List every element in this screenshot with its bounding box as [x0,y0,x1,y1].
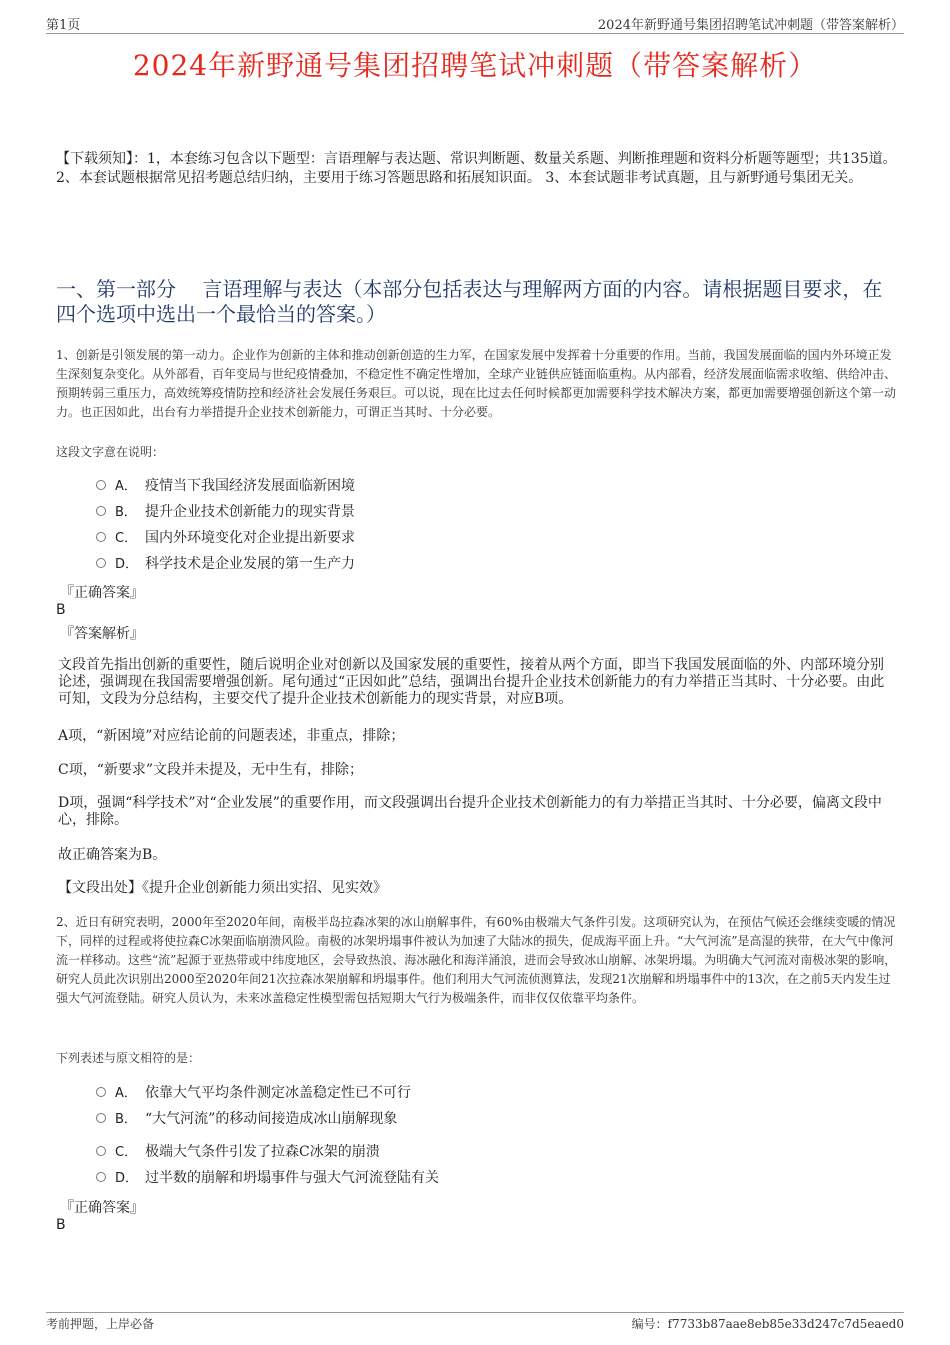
q1-source: 【文段出处】《提升企业创新能力须出实招、见实效》 [58,880,387,896]
document-title: 2024年新野通号集团招聘笔试冲刺题（带答案解析） [132,49,818,82]
footer-slogan: 考前押题，上岸必备 [46,1317,155,1331]
footer-serial: 编号：f7733b87aae8eb85e33d247c7d5eaed0 [631,1317,904,1331]
question-2-prompt: 下列表述与原文相符的是： [56,1051,201,1065]
q2-option-c[interactable] [96,1142,380,1162]
question-1-prompt: 这段文字意在说明： [56,445,165,459]
option-text: “大气河流”的移动间接造成冰山崩解现象 [145,1111,398,1127]
q1-option-b[interactable] [96,502,355,522]
page-header [46,14,904,32]
option-letter: C． [115,531,138,546]
section-heading: 一、第一部分 言语理解与表达（本部分包括表达与理解两方面的内容。请根据题目要求，在四个选项中选出一个最恰当的答案。） [56,277,883,326]
q1-analysis-conclusion: 故正确答案为B。 [58,847,167,863]
option-letter: A． [115,479,137,494]
option-letter: D． [115,557,139,572]
option-letter: B． [115,1112,137,1127]
radio-icon[interactable] [96,1113,106,1123]
radio-icon[interactable] [96,506,106,516]
q1-analysis-d: D项，强调“科学技术”对“企业发展”的重要作用，而文段强调出台提升企业技术创新能力的有力举措正当其时、十分必要，偏离文段中心，排除。 [58,795,882,828]
q2-answer: B [56,1217,66,1233]
radio-icon[interactable] [96,480,106,490]
q1-analysis-label: 『答案解析』 [60,626,144,642]
q1-option-c[interactable] [96,528,355,548]
q1-answer-label: 『正确答案』 [60,585,144,601]
question-1-text: 1、创新是引领发展的第一动力。企业作为创新的主体和推动创新创造的生力军，在国家发展中发挥着十分重要的作用。当前，我国发展面临的国内外环境正发生深刻复杂变化。从外部看，百年变局与世纪疫情叠加，不稳定性不确定性增加，全球产业链供应链面临重构。从内部看，经济发展面临需求收缩、供给冲击、预期转弱三重压力，高效统筹疫情防控和经济社会发展任务艰巨。可以说，现在比过去任何时候都更加需要科学技术解决方案，都更加需要增强创新这个第一动力。也正因如此，出台有力举措提升企业技术创新能力，可谓正当其时、十分必要。 [56,348,897,419]
download-notice: 【下载须知】：1，本套练习包含以下题型：言语理解与表达题、常识判断题、数量关系题、判断推理题和资料分析题等题型；共135道。 2、本套试题根据常见招考题总结归纳，主要用于练习答题思路和拓展知识面。 3、本套试题非考试真题，且与新野通号集团无关。 [56,151,897,186]
q1-option-d[interactable] [96,554,355,574]
option-text: 极端大气条件引发了拉森C冰架的崩溃 [145,1144,380,1160]
q2-option-a[interactable] [96,1083,411,1103]
q1-option-a[interactable] [96,476,355,496]
option-letter: A． [115,1086,137,1101]
option-text: 科学技术是企业发展的第一生产力 [145,556,355,572]
q2-answer-label: 『正确答案』 [60,1200,144,1216]
q1-answer: B [56,602,66,618]
header-divider [46,33,904,34]
q1-analysis-c: C项，“新要求”文段并未提及，无中生有，排除； [58,762,364,778]
option-text: 过半数的崩解和坍塌事件与强大气河流登陆有关 [145,1170,439,1186]
option-text: 依靠大气平均条件测定冰盖稳定性已不可行 [145,1085,411,1101]
radio-icon[interactable] [96,558,106,568]
radio-icon[interactable] [96,1172,106,1182]
radio-icon[interactable] [96,532,106,542]
radio-icon[interactable] [96,1087,106,1097]
q2-option-d[interactable] [96,1168,439,1188]
option-text: 国内外环境变化对企业提出新要求 [145,530,355,546]
q1-analysis-a: A项，“新困境”对应结论前的问题表述，非重点，排除； [58,728,405,744]
question-2-text: 2、近日有研究表明，2000年至2020年间，南极半岛拉森冰架的冰山崩解事件，有60%由极端大气条件引发。这项研究认为，在预估气候还会继续变暖的情况下，同样的过程或将使拉森C冰架面临崩溃风险。南极的冰架坍塌事件被认为加速了大陆冰的损失，促成海平面上升。“大气河流”是高湿的狭带，在大气中像河流一样移动。这些“流”起源于亚热带或中纬度地区，会导致热浪、海冰融化和海洋涌浪，进而会导致冰山崩解、冰架坍塌。为明确大气河流对南极冰架的影响，研究人员此次识别出2000至2020年间21次拉森冰架崩解和坍塌事件。他们利用大气河流侦测算法，发现21次崩解和坍塌事件中的13次，在之前5天内发生过强大气河流登陆。研究人员认为，未来冰盖稳定性模型需包括短期大气行为极端条件，而非仅仅依靠平均条件。 [56,915,897,1005]
q1-analysis-summary: 文段首先指出创新的重要性，随后说明企业对创新以及国家发展的重要性，接着从两个方面，即当下我国发展面临的外、内部环境分别论述，强调现在我国需要增强创新。尾句通过“正因如此”总结，强调出台提升企业技术创新能力的有力举措正当其时、十分必要。由此可知，文段为分总结构，主要交代了提升企业技术创新能力的现实背景，对应B项。 [58,657,885,707]
header-doc-title: 2024年新野通号集团招聘笔试冲刺题（带答案解析） [597,18,904,33]
option-letter: D． [115,1171,139,1186]
q2-option-b[interactable] [96,1109,397,1129]
radio-icon[interactable] [96,1146,106,1156]
page-number: 第1页 [46,18,81,33]
option-letter: C． [115,1145,138,1160]
option-text: 疫情当下我国经济发展面临新困境 [145,478,355,494]
footer-divider [46,1312,904,1313]
option-letter: B． [115,505,137,520]
option-text: 提升企业技术创新能力的现实背景 [145,504,355,520]
